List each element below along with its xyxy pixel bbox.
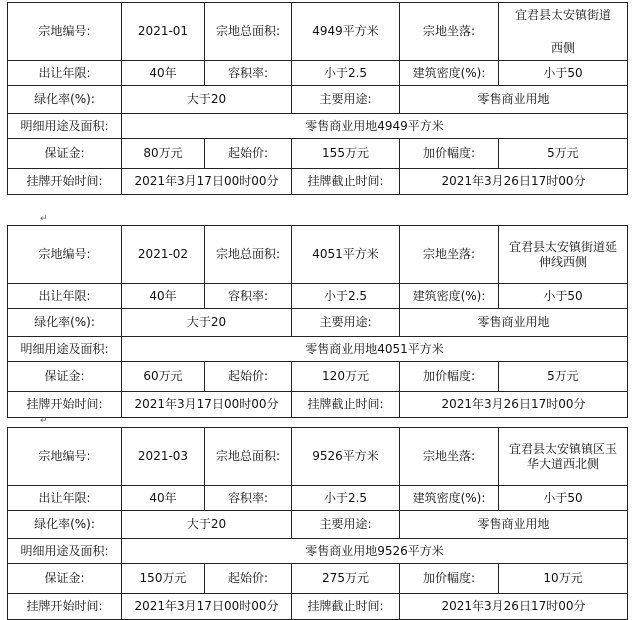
location-label: 宗地坐落: (400, 428, 499, 486)
deposit-value: 150万元 (122, 564, 205, 594)
increment-value: 5万元 (499, 139, 628, 169)
usage-value: 零售商业用地 (400, 309, 628, 337)
green-value: 大于20 (122, 309, 292, 337)
location-value (499, 428, 628, 486)
code-value: 2021-01 (122, 3, 205, 61)
start-price-value: 120万元 (292, 362, 400, 392)
usage-label: 主要用途: (292, 86, 400, 114)
density-value: 小于50 (499, 61, 628, 86)
start-price-label: 起始价: (205, 362, 292, 392)
deposit-label: 保证金: (8, 362, 122, 392)
far-label: 容积率: (205, 486, 292, 511)
far-value: 小于2.5 (292, 486, 400, 511)
list-end-value: 2021年3月26日17时00分 (400, 392, 628, 418)
code-value: 2021-03 (122, 428, 205, 486)
parcel-table (7, 2, 628, 195)
density-value: 小于50 (499, 486, 628, 511)
usage-value: 零售商业用地 (400, 511, 628, 539)
detail-label: 明细用途及面积: (8, 114, 122, 139)
area-label: 宗地总面积: (205, 226, 292, 284)
green-label: 绿化率(%): (8, 86, 122, 114)
location-value (499, 3, 628, 61)
list-end-label: 挂牌截止时间: (292, 169, 400, 195)
start-price-value: 275万元 (292, 564, 400, 594)
deposit-value: 60万元 (122, 362, 205, 392)
deposit-label: 保证金: (8, 139, 122, 169)
parcel-block-2021-03 (7, 427, 627, 620)
increment-label: 加价幅度: (400, 362, 499, 392)
paragraph-mark: ↵ (40, 214, 48, 224)
green-value: 大于20 (122, 86, 292, 114)
parcel-table (7, 225, 628, 418)
increment-label: 加价幅度: (400, 564, 499, 594)
usage-value: 零售商业用地 (400, 86, 628, 114)
density-label: 建筑密度(%): (400, 284, 499, 309)
area-value: 9526平方米 (292, 428, 400, 486)
code-label: 宗地编号: (8, 226, 122, 284)
detail-value: 零售商业用地4949平方米 (122, 114, 628, 139)
deposit-value: 80万元 (122, 139, 205, 169)
list-start-value: 2021年3月17日00时00分 (122, 169, 292, 195)
detail-value: 零售商业用地9526平方米 (122, 539, 628, 564)
term-value: 40年 (122, 61, 205, 86)
parcel-block-2021-02 (7, 225, 627, 418)
start-price-label: 起始价: (205, 139, 292, 169)
area-value: 4949平方米 (292, 3, 400, 61)
list-end-label: 挂牌截止时间: (292, 392, 400, 418)
far-value: 小于2.5 (292, 284, 400, 309)
parcel-block-2021-01 (7, 2, 627, 195)
location-line2: 伸线西侧 (538, 254, 587, 269)
far-label: 容积率: (205, 61, 292, 86)
density-value: 小于50 (499, 284, 628, 309)
far-value: 小于2.5 (292, 61, 400, 86)
term-label: 出让年限: (8, 284, 122, 309)
list-end-label: 挂牌截止时间: (292, 594, 400, 620)
detail-value: 零售商业用地4051平方米 (122, 337, 628, 362)
far-label: 容积率: (205, 284, 292, 309)
increment-value: 10万元 (499, 564, 628, 594)
location-label: 宗地坐落: (400, 226, 499, 284)
location-line2: 华大道西北侧 (526, 456, 599, 471)
list-start-value: 2021年3月17日00时00分 (122, 392, 292, 418)
list-start-label: 挂牌开始时间: (8, 594, 122, 620)
area-label: 宗地总面积: (205, 3, 292, 61)
term-label: 出让年限: (8, 61, 122, 86)
increment-value: 5万元 (499, 362, 628, 392)
list-start-label: 挂牌开始时间: (8, 392, 122, 418)
green-label: 绿化率(%): (8, 511, 122, 539)
code-label: 宗地编号: (8, 3, 122, 61)
start-price-label: 起始价: (205, 564, 292, 594)
start-price-value: 155万元 (292, 139, 400, 169)
usage-label: 主要用途: (292, 511, 400, 539)
increment-label: 加价幅度: (400, 139, 499, 169)
parcel-table (7, 427, 628, 620)
area-label: 宗地总面积: (205, 428, 292, 486)
list-end-value: 2021年3月26日17时00分 (400, 169, 628, 195)
location-label: 宗地坐落: (400, 3, 499, 61)
list-start-label: 挂牌开始时间: (8, 169, 122, 195)
code-label: 宗地编号: (8, 428, 122, 486)
density-label: 建筑密度(%): (400, 486, 499, 511)
term-label: 出让年限: (8, 486, 122, 511)
density-label: 建筑密度(%): (400, 61, 499, 86)
location-line1: 宜君县太安镇镇区玉 (508, 441, 617, 456)
paragraph-mark: ↵ (40, 416, 48, 426)
green-label: 绿化率(%): (8, 309, 122, 337)
location-line1: 宜君县太安镇街道 (514, 7, 611, 22)
location-value (499, 226, 628, 284)
list-end-value: 2021年3月26日17时00分 (400, 594, 628, 620)
green-value: 大于20 (122, 511, 292, 539)
detail-label: 明细用途及面积: (8, 337, 122, 362)
usage-label: 主要用途: (292, 309, 400, 337)
deposit-label: 保证金: (8, 564, 122, 594)
area-value: 4051平方米 (292, 226, 400, 284)
code-value: 2021-02 (122, 226, 205, 284)
term-value: 40年 (122, 284, 205, 309)
list-start-value: 2021年3月17日00时00分 (122, 594, 292, 620)
term-value: 40年 (122, 486, 205, 511)
location-line2: 西侧 (550, 40, 575, 55)
detail-label: 明细用途及面积: (8, 539, 122, 564)
location-line1: 宜君县太安镇街道延 (508, 239, 617, 254)
